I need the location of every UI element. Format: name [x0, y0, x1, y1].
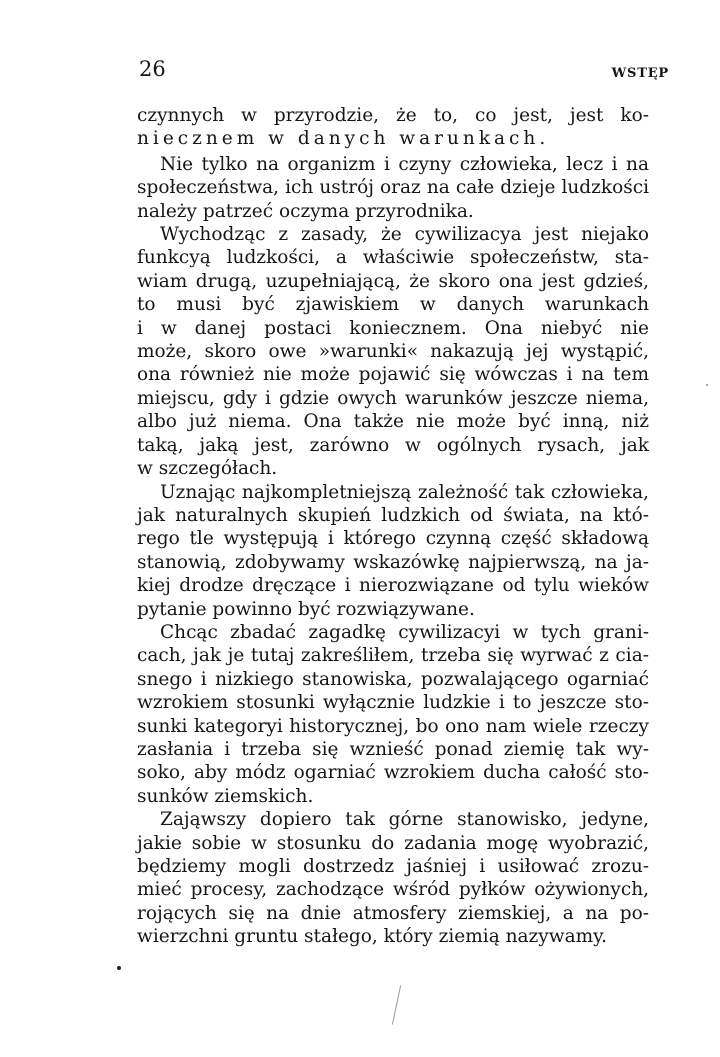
text-line: rojących się na dnie atmosfery ziemskiej, a na po-	[137, 902, 649, 924]
text-line: Chcąc zbadać zagadkę cywilizacyi w tych grani-	[160, 621, 649, 643]
text-line: zasłania i trzeba się wznieść ponad ziemię tak wy-	[137, 738, 649, 760]
text-line: jakie sobie w stosunku do zadania mogę wyobrazić,	[137, 832, 649, 854]
text-line: sunki kategoryi historycznej, bo ono nam wiele rzeczy	[137, 715, 649, 737]
text-line: stanowią, zdobywamy wskazówkę najpierwszą, na ja-	[137, 551, 649, 573]
text-line: niecznem w danych warunkach.	[137, 128, 550, 150]
text-line: sunków ziemskich.	[137, 785, 314, 807]
text-line: Uznając najkompletniejszą zależność tak człowieka,	[160, 481, 649, 503]
text-line: Nie tylko na organizm i czyny człowieka, lecz i na	[160, 153, 649, 175]
text-line: ona również nie może pojawić się wówczas i na tem	[137, 364, 649, 386]
margin-dot	[706, 384, 708, 386]
text-line: funkcyą ludzkości, a właściwie społeczeństw, sta-	[137, 247, 649, 269]
text-line: Wychodząc z zasady, że cywilizacya jest niejako	[160, 224, 649, 246]
running-head: WSTĘP	[611, 66, 669, 81]
text-line: jak naturalnych skupień ludzkich od świata, na któ-	[137, 504, 649, 526]
margin-mark	[392, 985, 401, 1024]
text-line: w szczegółach.	[137, 458, 278, 480]
page-number: 26	[139, 57, 166, 81]
text-line: i w danej postaci koniecznem. Ona niebyć nie	[137, 317, 649, 339]
text-line: soko, aby módz ogarniać wzrokiem ducha całość sto-	[137, 762, 649, 784]
text-line: pytanie powinno być rozwiązywane.	[137, 598, 475, 620]
text-line: może, skoro owe »warunki« nakazują jej wystąpić,	[137, 341, 649, 363]
text-line: wiam drugą, uzupełniającą, że skoro ona jest gdzieś,	[137, 270, 649, 292]
text-line: będziemy mogli dostrzedz jaśniej i usiłować zrozu-	[137, 856, 649, 877]
text-line: społeczeństwa, ich ustrój oraz na całe dzieje ludzkości	[137, 177, 649, 199]
text-line: czynnych w przyrodzie, że to, co jest, jest ko-	[137, 105, 649, 126]
body-text	[137, 104, 649, 949]
text-line: mieć procesy, zachodzące wśród pyłków ożywionych,	[137, 879, 649, 901]
text-line: kiej drodze dręczące i nierozwiązane od tylu wieków	[137, 575, 649, 597]
text-line: snego i nizkiego stanowiska, pozwalającego ogarniać	[137, 668, 649, 690]
page-bullet	[117, 966, 121, 970]
text-line: taką, jaką jest, zarówno w ogólnych rysach, jak	[137, 434, 649, 456]
text-line: rego tle występują i którego czynną część składową	[137, 528, 649, 550]
text-line: cach, jak je tutaj zakreśliłem, trzeba się wyrwać z cia-	[137, 645, 649, 667]
text-line: należy patrzeć oczyma przyrodnika.	[137, 200, 474, 222]
text-line: wierzchni gruntu stałego, który ziemią nazywamy.	[137, 926, 608, 948]
text-line: albo już niema. Ona także nie może być inną, niż	[137, 411, 649, 433]
text-line: to musi być zjawiskiem w danych warunkach	[137, 294, 649, 316]
text-line: Zająwszy dopiero tak górne stanowisko, jedyne,	[160, 809, 649, 831]
text-line: wzrokiem stosunki wyłącznie ludzkie i to jeszcze sto-	[137, 692, 649, 714]
text-line: miejscu, gdy i gdzie owych warunków jeszcze niema,	[137, 387, 649, 409]
